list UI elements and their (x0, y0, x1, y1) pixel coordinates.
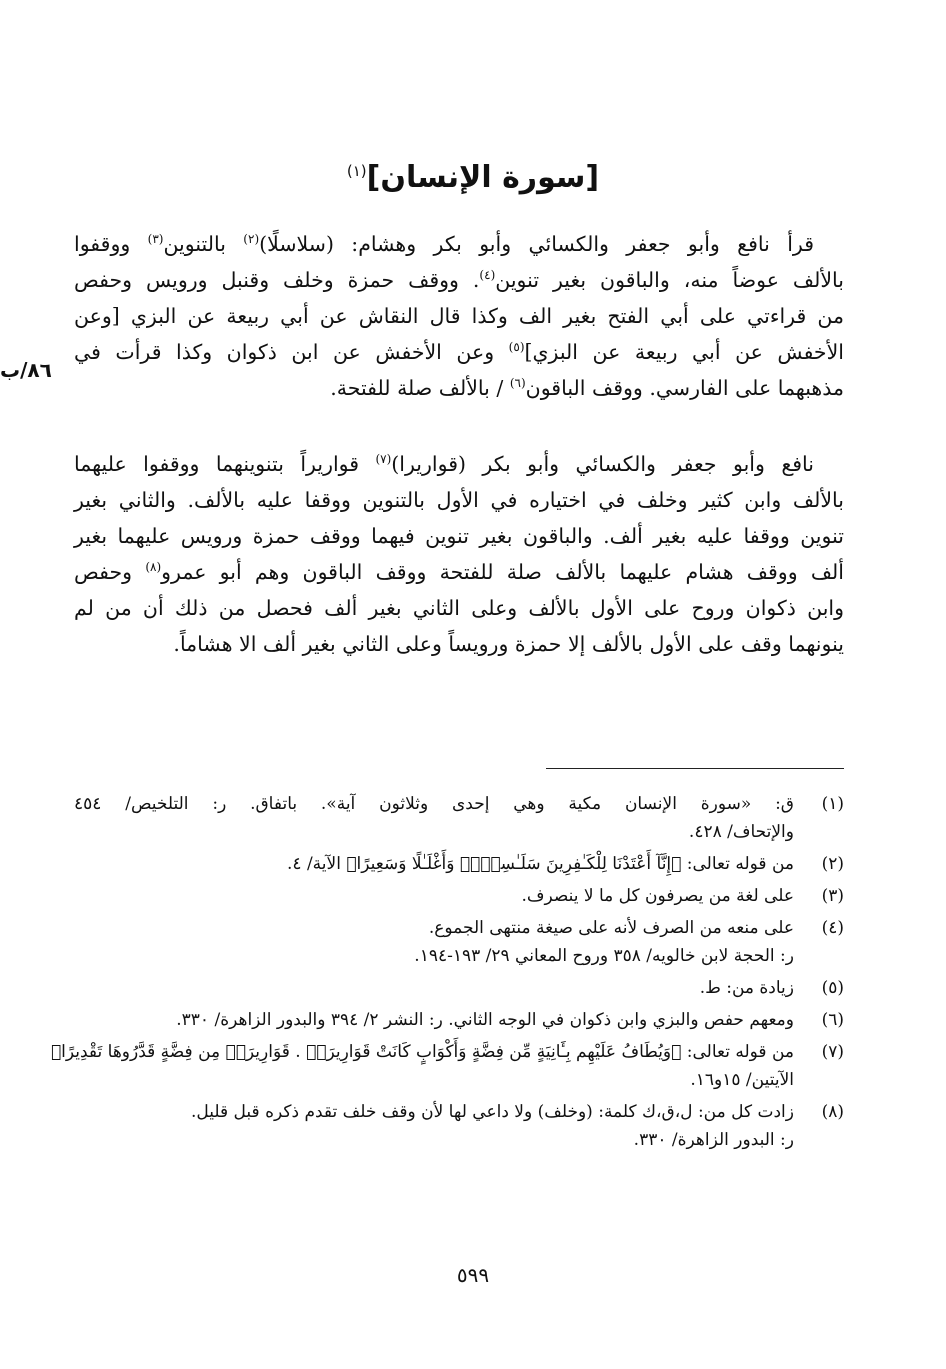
footnote-line: زيادة من: ط. (699, 978, 794, 998)
footnote-ref: (٣) (147, 232, 164, 247)
footnote (74, 914, 844, 970)
text-segment: ينونهما وقف على الأول بالألف إلا حمزة ورويساً وعلى الثاني بغير ألف الا هشاماً. (173, 632, 844, 656)
footnote-body (74, 974, 794, 1002)
text-line (74, 482, 844, 518)
footnote-line: على لغة من يصرفون كل ما لا ينصرف. (521, 886, 794, 906)
text-segment: بالألف وابن كثير وخلف في اختياره في الأول بالتنوين ووقفا عليه بالألف. والثاني بغير (74, 488, 844, 512)
footnote-number: (٤) (821, 918, 844, 938)
text-segment: وعن الأخفش عن ابن ذكوان وكذا قرأت في (74, 340, 509, 364)
footnote (74, 1006, 844, 1034)
footnote-ref: (٥) (508, 340, 525, 355)
text-segment: ألف ووقف هشام عليهما بالألف صلة للفتحة ووقف الباقون وهم أبو عمرو (161, 560, 844, 584)
footnote-line: من قوله تعالى: ﴿إِنَّآ أَعْتَدْنَا لِلْكَـٰفِرِينَ سَلَـٰسِلَا۟ وَأَغْلَـٰلًا وَسَعِيرًا﴾ الآية/ ٤. (287, 854, 794, 874)
footnote-line: ر: البدور الزاهرة/ ٣٣٠. (633, 1130, 794, 1150)
text-segment: / بالألف صلة للفتحة. (330, 376, 510, 400)
page-number: ٥٩٩ (456, 1263, 490, 1287)
footnote-line: على منعه من الصرف لأنه على صيغة منتهى الجموع. (428, 918, 794, 938)
footnote-body (74, 850, 794, 878)
text-line (74, 554, 844, 590)
footnote (74, 974, 844, 1002)
paragraph-readings-salasil (74, 226, 844, 406)
footnote (74, 850, 844, 878)
footnote-line: زادت كل من: ل،ق،ك كلمة: (وخلف) ولا داعي لها لأن وقف خلف تقدم ذكره قبل قليل. (190, 1102, 794, 1122)
text-segment: نافع وأبو جعفر والكسائي وأبو بكر (قواريرا) (391, 452, 814, 476)
text-segment: قرأ نافع وأبو جعفر والكسائي وأبو بكر وهشام: (سلاسلًا) (259, 232, 814, 256)
text-segment: وحفص (74, 560, 146, 584)
footnote-line: الآيتين/ ١٥و١٦. (690, 1070, 794, 1090)
footnote-separator (546, 768, 844, 769)
footnote-number: (٥) (821, 978, 844, 998)
text-segment: بالألف عوضاً منه، والباقون بغير تنوين (495, 268, 844, 292)
text-line (74, 226, 844, 262)
footnote (50, 1038, 844, 1094)
footnote-ref: (٤) (479, 268, 496, 283)
footnote-ref: (٨) (145, 560, 162, 575)
footnote-line: ر: الحجة لابن خالويه/ ٣٥٨ وروح المعاني ٢٩/ ١٩٣-١٩٤. (414, 946, 794, 966)
footnote-line: ق: «سورة الإنسان مكية وهي إحدى وثلاثون آية». باتفاق. ر: التلخيص/ ٤٥٤ (74, 794, 794, 814)
text-segment: الأخفش عن أبي ربيعة عن البزي] (524, 340, 844, 364)
footnote-body (51, 1038, 794, 1094)
text-line (74, 334, 844, 370)
footnote-number: (٧) (821, 1042, 844, 1062)
text-segment: وابن ذكوان وروح على الأول بالألف وعلى الثاني بغير ألف فحصل من ذلك أن من لم (74, 596, 844, 620)
footnote-body (74, 914, 794, 970)
text-segment: من قراءتي على أبي الفتح بغير الف وكذا قال النقاش عن أبي ربيعة عن البزي [وعن (74, 304, 844, 328)
text-segment: قواريراً بتنوينهما ووقفوا عليهما (74, 452, 376, 476)
footnote-line: ومعهم حفص والبزي وابن ذكوان في الوجه الثاني. ر: النشر ٢/ ٣٩٤ والبدور الزاهرة/ ٣٣٠. (176, 1010, 794, 1030)
text-line (74, 446, 844, 482)
footnote-line: من قوله تعالى: ﴿وَيُطَافُ عَلَيْهِم بِـَٔانِيَةٍ مِّن فِضَّةٍ وَأَكْوَابٍ كَانَتْ قَوَارِيرَا۠ . قَوَارِيرَا۟ مِن فِضَّةٍ قَدَّرُوهَا تَقْدِيرًا﴾ (50, 1042, 794, 1062)
text-line (74, 370, 844, 406)
footnote (74, 1098, 844, 1154)
manuscript-folio-marker: ٨٦/ب (0, 358, 52, 382)
text-line (74, 298, 844, 334)
surah-title (0, 160, 946, 195)
paragraph-readings-qawarir (74, 446, 844, 662)
text-segment: ووقفوا (74, 232, 148, 256)
footnote (74, 882, 844, 910)
surah-title-text: [سورة الإنسان] (366, 160, 600, 195)
text-segment: . ووقف حمزة وخلف وقنبل ورويس وحفص (74, 268, 480, 292)
footnote-number: (١) (821, 794, 844, 814)
footnote-number: (٢) (821, 854, 844, 874)
text-segment: مذهبهما على الفارسي. ووقف الباقون (525, 376, 844, 400)
footnote-ref: (٢) (243, 232, 260, 247)
footnote-number: (٣) (821, 886, 844, 906)
text-segment: تنوين ووقفا عليه بغير ألف. والباقون بغير تنوين فيهما ووقف حمزة ورويس عليهما بغير (74, 524, 844, 548)
footnote-body (74, 790, 794, 846)
text-line (74, 262, 844, 298)
footnote-ref: (٦) (509, 376, 526, 391)
text-line (74, 590, 844, 626)
footnote-number: (٦) (821, 1010, 844, 1030)
footnote-number: (٨) (821, 1102, 844, 1122)
surah-title-footnote-ref: (١) (346, 162, 367, 180)
footnote-ref: (٧) (375, 452, 392, 467)
text-line (74, 518, 844, 554)
text-line (74, 626, 844, 662)
footnote-body (74, 1098, 794, 1154)
footnotes-section (50, 790, 844, 1158)
footnote-body (74, 882, 794, 910)
footnote-line: والإتحاف/ ٤٢٨. (688, 822, 794, 842)
footnote-body (74, 1006, 794, 1034)
text-segment: بالتنوين (163, 232, 244, 256)
footnote (74, 790, 844, 846)
